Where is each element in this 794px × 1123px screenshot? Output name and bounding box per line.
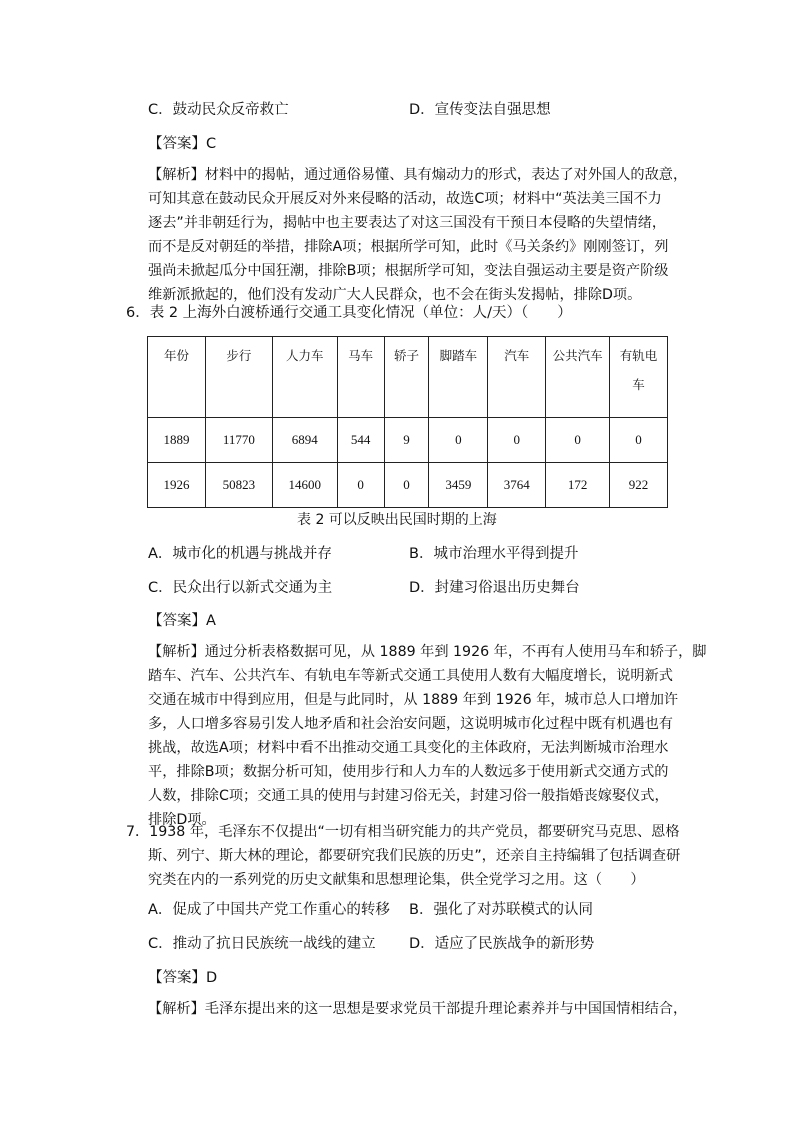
q6-analysis-line: 平，排除B项；数据分析可知，使用步行和人力车的人数远多于使用新式交通方式的	[148, 764, 669, 780]
table-header-cell: 汽车	[488, 337, 546, 418]
table-header-cell: 公共汽车	[546, 337, 610, 418]
q6-analysis-line: 排除D项。	[148, 812, 216, 828]
q7-analysis	[148, 997, 688, 1021]
q6-option-a: A．城市化的机遇与挑战并存	[148, 546, 332, 562]
table-cell: 3459	[429, 463, 488, 508]
q6-analysis-line: 踏车、汽车、公共汽车、有轨电车等新式交通工具使用人数有大幅度增长，说明新式	[148, 668, 673, 684]
q7-option-c: C．推动了抗日民族统一战线的建立	[148, 936, 376, 952]
q6-analysis-line: 【解析】通过分析表格数据可见，从 1889 年到 1926 年，不再有人使用马车和轿子，脚	[148, 644, 707, 660]
table-header-cell: 有轨电车	[610, 337, 668, 418]
table-cell: 0	[488, 418, 546, 463]
table-cell: 544	[337, 418, 384, 463]
table-cell: 172	[546, 463, 610, 508]
table-cell: 0	[384, 463, 429, 508]
q6-analysis-line: 人数，排除C项；交通工具的使用与封建习俗无关，封建习俗一般指婚丧嫁娶仪式，	[148, 788, 669, 804]
q6-option-c: C．民众出行以新式交通为主	[148, 580, 333, 596]
table-header-cell: 马车	[337, 337, 384, 418]
q7-stem	[126, 820, 681, 892]
q6-option-b: B．城市治理水平得到提升	[409, 546, 579, 562]
table-cell: 0	[546, 418, 610, 463]
q6-analysis-line: 多，人口增多容易引发人地矛盾和社会治安问题，这说明城市化过程中既有机遇也有	[148, 716, 673, 732]
table-row	[148, 463, 668, 508]
table-header-row	[148, 337, 668, 418]
q6-stem: 6．表 2 上海外白渡桥通行交通工具变化情况（单位：人/天）（ ）	[126, 305, 572, 321]
q5-answer: 【答案】C	[148, 136, 217, 152]
table-cell: 50823	[205, 463, 272, 508]
table-header-cell: 人力车	[272, 337, 337, 418]
q7-answer: 【答案】D	[148, 970, 218, 986]
q5-option-c: C．鼓动民众反帝救亡	[148, 102, 289, 118]
q5-analysis-line: 可知其意在鼓动民众开展反对外来侵略的活动，故选C项；材料中“英法美三国不力	[148, 191, 662, 207]
q5-analysis-line: 维新派掀起的，他们没有发动广大人民群众，也不会在街头发揭帖，排除D项。	[148, 287, 642, 303]
q7-stem-line: 究类在内的一系列党的历史文献集和思想理论集，供全党学习之用。这（ ）	[148, 872, 645, 888]
q7-option-d: D．适应了民族战争的新形势	[409, 936, 595, 952]
q5-analysis-line: 【解析】材料中的揭帖，通过通俗易懂、具有煽动力的形式，表达了对外国人的敌意，	[148, 167, 688, 183]
table-header-cell: 年份	[148, 337, 206, 418]
table-cell: 14600	[272, 463, 337, 508]
table-row	[148, 418, 668, 463]
q5-analysis-line: 逐去”并非朝廷行为，揭帖中也主要表达了对这三国没有干预日本侵略的失望情绪，	[148, 215, 667, 231]
q6-analysis-line: 交通在城市中得到应用，但是与此同时，从 1889 年到 1926 年，城市总人口增加许	[148, 692, 679, 708]
table-cell: 0	[429, 418, 488, 463]
q7-option-a: A．促成了中国共产党工作重心的转移	[148, 902, 390, 918]
table-cell: 11770	[205, 418, 272, 463]
q7-option-b: B．强化了对苏联模式的认同	[409, 902, 593, 918]
q5-analysis-line: 而不是反对朝廷的举措，排除A项；根据所学可知，此时《马关条约》刚刚签订，列	[148, 239, 669, 255]
q6-analysis-line: 挑战，故选A项；材料中看不出推动交通工具变化的主体政府，无法判断城市治理水	[148, 740, 669, 756]
q5-option-d: D．宣传变法自强思想	[409, 102, 551, 118]
q7-stem-line: 斯、列宁、斯大林的理论，都要研究我们民族的历史”，还亲自主持编辑了包括调查研	[148, 848, 681, 864]
table-cell: 3764	[488, 463, 546, 508]
q6-answer: 【答案】A	[148, 613, 216, 629]
table-cell: 1889	[148, 418, 206, 463]
traffic-table	[147, 336, 668, 508]
table-cell: 922	[610, 463, 668, 508]
table-cell: 0	[610, 418, 668, 463]
table-caption: 表 2 可以反映出民国时期的上海	[297, 512, 497, 528]
table-cell: 6894	[272, 418, 337, 463]
table-header-cell: 脚踏车	[429, 337, 488, 418]
q5-analysis-line: 强尚未掀起瓜分中国狂潮，排除B项；根据所学可知，变法自强运动主要是资产阶级	[148, 263, 669, 279]
q5-analysis	[148, 163, 688, 307]
table-header-cell: 步行	[205, 337, 272, 418]
table-cell: 1926	[148, 463, 206, 508]
q6-option-d: D．封建习俗退出历史舞台	[409, 580, 580, 596]
q6-analysis	[148, 640, 707, 832]
table-header-cell: 轿子	[384, 337, 429, 418]
q7-analysis-line: 【解析】毛泽东提出来的这一思想是要求党员干部提升理论素养并与中国国情相结合，	[148, 1001, 688, 1017]
table-cell: 0	[337, 463, 384, 508]
q7-stem-line: 7．1938 年，毛泽东不仅提出“一切有相当研究能力的共产党员，都要研究马克思、恩格	[126, 824, 680, 840]
table-cell: 9	[384, 418, 429, 463]
